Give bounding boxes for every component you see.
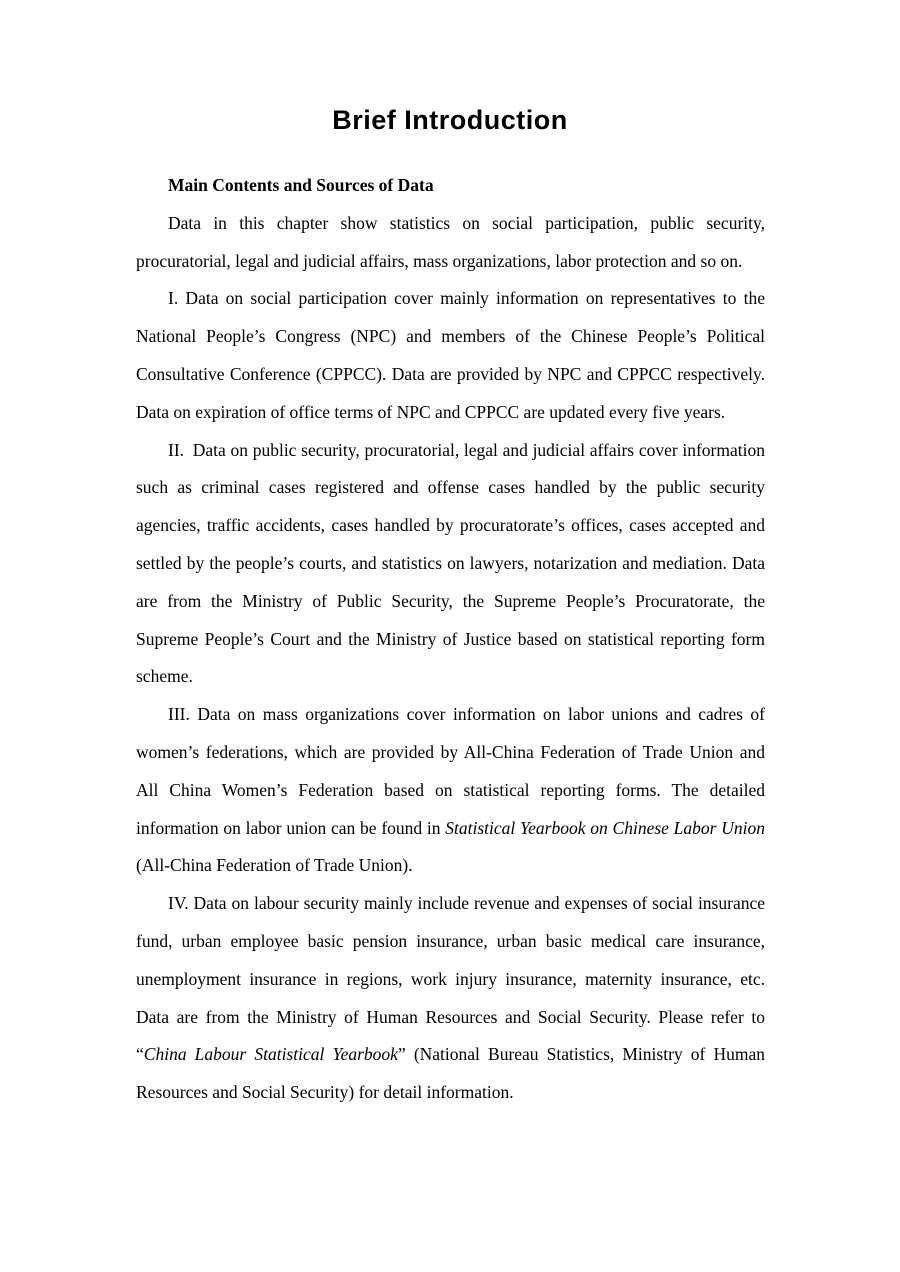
- text-run: ” (National Bureau Statistics, Ministry of Human Resources and Social Security) for detail information.: [136, 1044, 765, 1103]
- paragraph: [136, 696, 765, 885]
- text-run: (All-China Federation of Trade Union).: [136, 855, 413, 876]
- document-body: [136, 205, 765, 1112]
- document-content: [136, 167, 765, 1112]
- paragraph: [136, 280, 765, 431]
- text-run: Statistical Yearbook on Chinese Labor Union: [445, 817, 765, 838]
- text-run: China Labour Statistical Yearbook: [143, 1044, 398, 1065]
- paragraph: [136, 205, 765, 281]
- text-run: Data in this chapter show statistics on social participation, public security, procuratorial, legal and judicial affairs, mass organizations, labor protection and so on.: [136, 212, 765, 271]
- paragraph: [136, 432, 765, 697]
- section-heading: Main Contents and Sources of Data: [168, 175, 434, 195]
- text-run: I. Data on social participation cover mainly information on representatives to the National People’s Congress (NPC) and members of the Chinese People’s Political Consultative Conference (CPPCC). Data are provided by NPC and CPPCC respectively. Data on expiration of office terms of NPC and CPPCC are updated every five years.: [136, 288, 765, 422]
- page-title: Brief Introduction: [332, 105, 568, 135]
- text-run: IV. Data on labour security mainly include revenue and expenses of social insurance fund, urban employee basic pension insurance, urban basic medical care insurance, unemployment insurance in regions, work injury insurance, maternity insurance, etc. Data are from the Ministry of Human Resources and Social Security. Please refer to “: [136, 893, 765, 1065]
- paragraph: [136, 885, 765, 1112]
- text-run: III. Data on mass organizations cover information on labor unions and cadres of women’s federations, which are provided by All-China Federation of Trade Union and All China Women’s Federation based on statistical reporting forms. The detailed information on labor union can be found in: [136, 704, 765, 838]
- text-run: II. Data on public security, procuratorial, legal and judicial affairs cover information such as criminal cases registered and offense cases handled by the public security agencies, traffic accidents, cases handled by procuratorate’s offices, cases accepted and settled by the people’s courts, and statistics on lawyers, notarization and mediation. Data are from the Ministry of Public Security, the Supreme People’s Procuratorate, the Supreme People’s Court and the Ministry of Justice based on statistical reporting form scheme.: [136, 439, 765, 687]
